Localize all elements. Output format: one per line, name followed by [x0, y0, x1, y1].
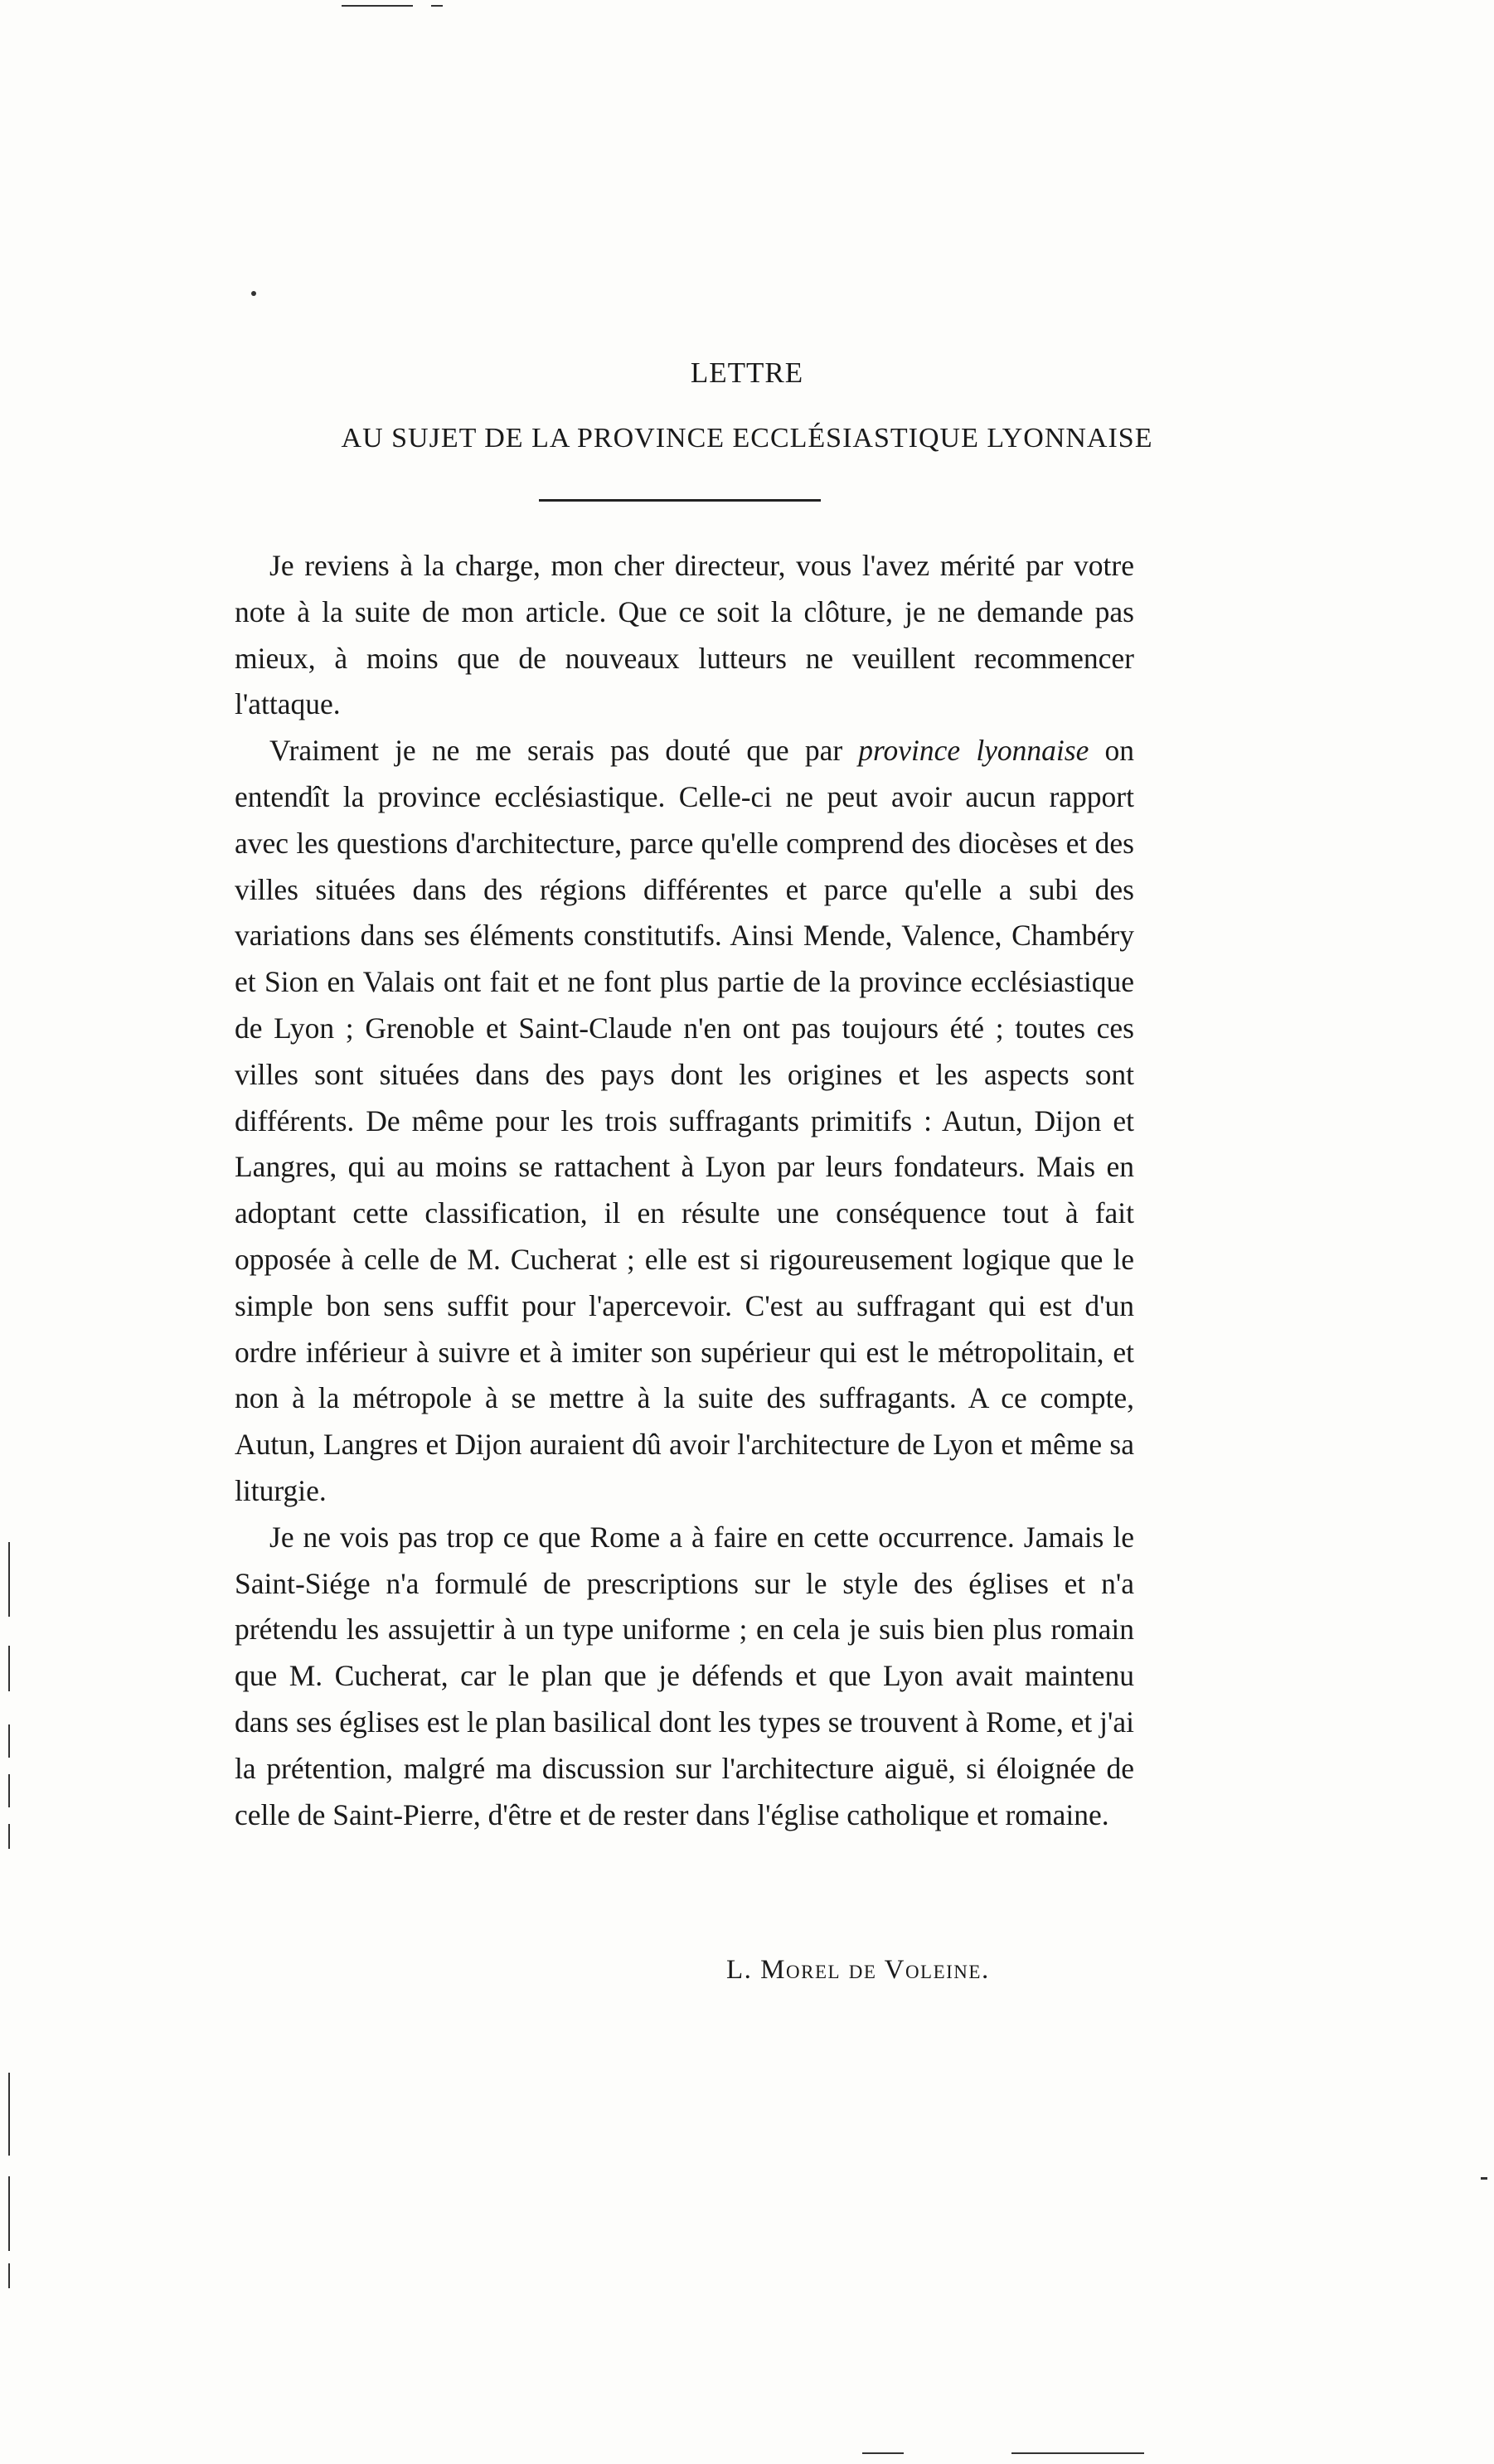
paragraph-2 [235, 728, 1134, 1515]
scan-margin-line-4 [8, 1774, 10, 1807]
scan-margin-line-8 [8, 2263, 10, 2288]
title-divider [539, 499, 821, 502]
scan-dot [251, 291, 256, 296]
scan-margin-line-3 [8, 1724, 10, 1758]
scan-margin-line-6 [8, 2073, 10, 2156]
paragraph-3: Je ne vois pas trop ce que Rome a à faire en cette occurrence. Jamais le Saint-Siége n'a formulé de prescriptions sur le style des églises et n'a prétendu les assujettir à un type uniforme ; en cela je suis bien plus romain que M. Cucherat, car le plan que je défends et que Lyon avait maintenu dans ses églises est le plan basilical dont les types se trouvent à Rome, et j'ai la prétention, malgré ma discussion sur l'architecture aiguë, si éloignée de celle de Saint-Pierre, d'être et de rester dans l'église catholique et romaine. [235, 1520, 1134, 1831]
scan-mark-top-small [431, 5, 443, 7]
scan-bottom-line [1011, 2452, 1144, 2454]
scan-mark-top [342, 5, 413, 7]
italic-phrase: province lyonnaise [858, 734, 1089, 768]
scan-margin-line-5 [8, 1824, 10, 1849]
letter-body [235, 543, 1134, 1838]
letter-subtitle: AU SUJET DE LA PROVINCE ECCLÉSIASTIQUE LYONNAISE [341, 423, 1153, 454]
scan-right-mark [1481, 2177, 1487, 2180]
signature: L. Morel de Voleine. [726, 1955, 990, 1985]
scan-margin-line-7 [8, 2176, 10, 2251]
letter-title: LETTRE [690, 357, 804, 389]
scan-margin-line-2 [8, 1646, 10, 1691]
scan-bottom-dash [862, 2452, 904, 2454]
paragraph-2-start: Vraiment je ne me serais pas douté que par [269, 734, 859, 768]
paragraph-2-rest: on entendît la province ecclésiastique. Celle-ci ne peut avoir aucun rapport avec les questions d'architecture, parce qu'elle comprend des diocèses et des villes situées dans des régions différentes et parce qu'elle a subi des variations dans ses éléments constitutifs. Ainsi Mende, Valence, Chambéry et Sion en Valais ont fait et ne font plus partie de la province ecclésiastique de Lyon ; Grenoble et Saint-Claude n'en ont pas toujours été ; toutes ces villes sont situées dans des pays dont les origines et les aspects sont différents. De même pour les trois suffragants primitifs : Autun, Dijon et Langres, qui au moins se rattachent à Lyon par leurs fondateurs. Mais en adoptant cette classification, il en résulte une conséquence tout à fait opposée à celle de M. Cucherat ; elle est si rigoureusement logique que le simple bon sens suffit pour l'apercevoir. C'est au suffragant qui est d'un ordre inférieur à suivre et à imiter son supérieur qui est le métropolitain, et non à la métropole à se mettre à la suite des suffragants. A ce compte, Autun, Langres et Dijon auraient dû avoir l'architecture de Lyon et même sa liturgie. [235, 734, 1135, 1507]
paragraph-1: Je reviens à la charge, mon cher directeur, vous l'avez mérité par votre note à la suite de mon article. Que ce soit la clôture, je ne demande pas mieux, à moins que de nouveaux lutteurs ne veuillent recommencer l'attaque. [235, 549, 1134, 721]
scan-margin-line-1 [8, 1542, 10, 1617]
